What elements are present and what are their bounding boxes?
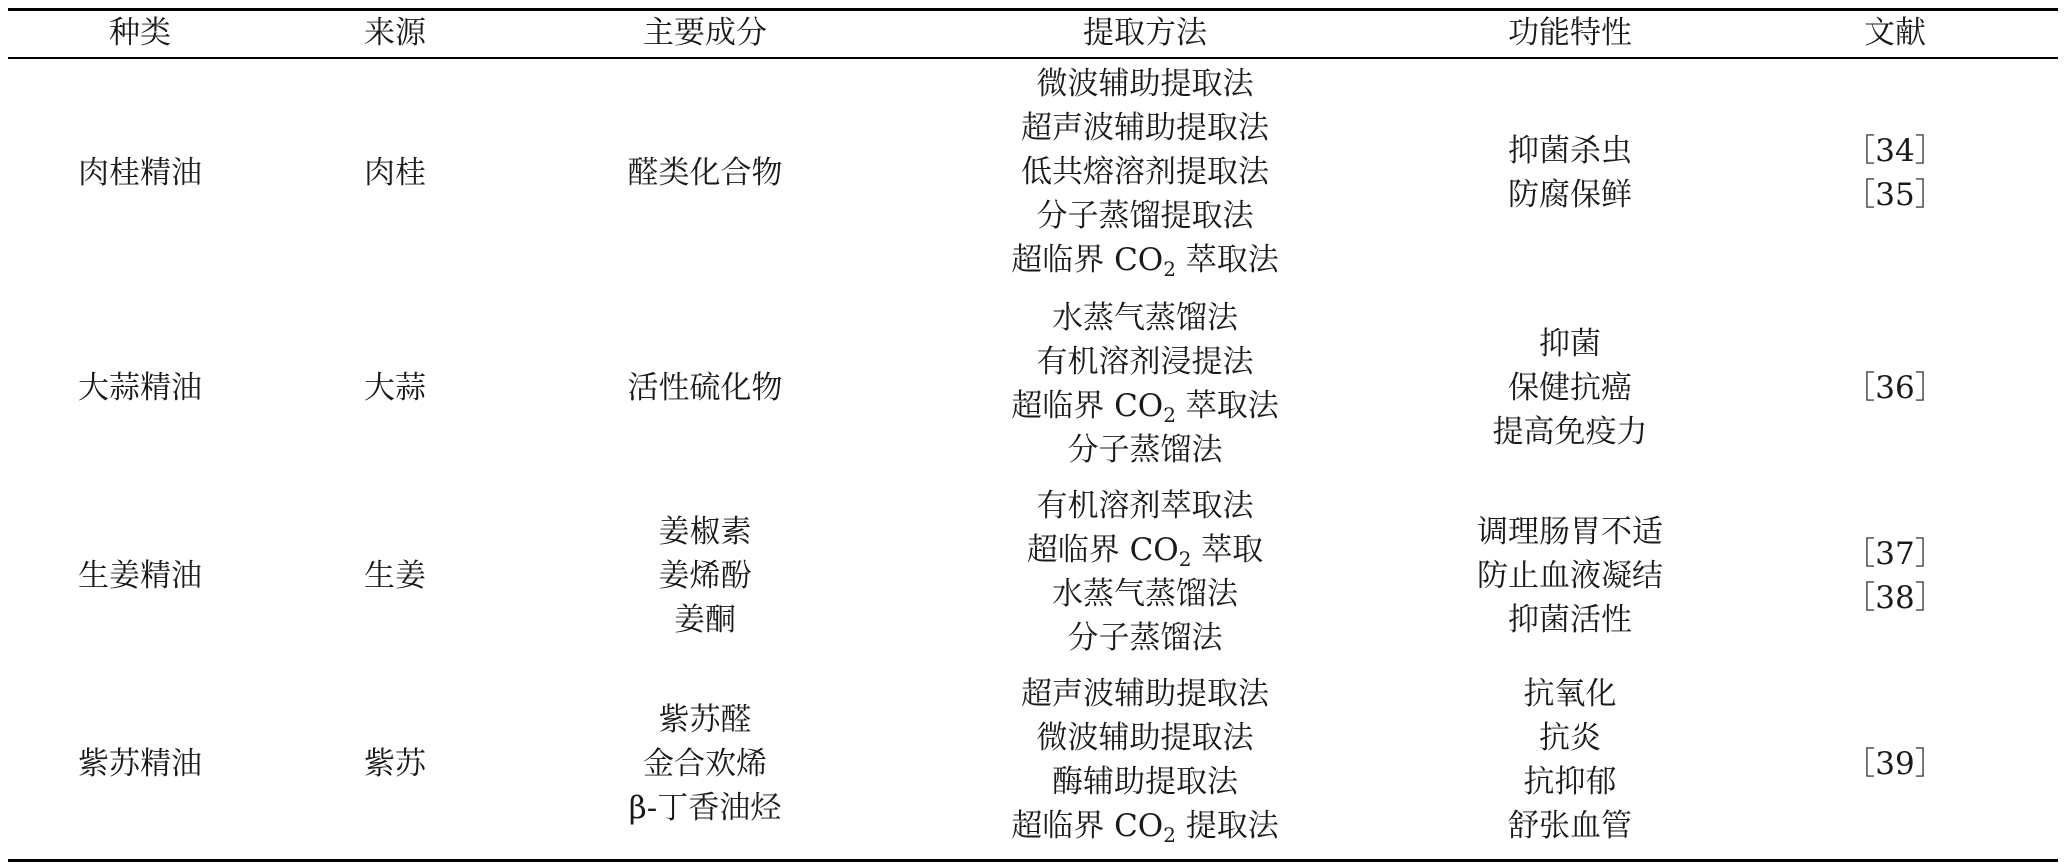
row3-source: 生姜	[364, 558, 426, 594]
row2-refs	[1790, 366, 2000, 410]
method-line: 超临界 $CO_2$ 萃取	[1026, 532, 1264, 571]
component-line: 姜椒素	[658, 514, 752, 550]
method-line: 分子蒸馏提取法	[1036, 198, 1254, 234]
function-line: 保健抗癌	[1508, 370, 1632, 406]
row3-kind: 生姜精油	[78, 558, 202, 594]
method-line: 酶辅助提取法	[1052, 764, 1238, 800]
row1-functions	[1420, 129, 1720, 217]
header-components: 主要成分	[643, 15, 767, 51]
component-line: β-丁香油烃	[628, 790, 782, 826]
row3-functions	[1420, 510, 1720, 642]
ref-line: ［39］	[1844, 746, 1946, 782]
row4-methods	[935, 672, 1355, 848]
row4-functions	[1420, 672, 1720, 848]
function-line: 防腐保鲜	[1508, 177, 1632, 213]
header-refs: 文献	[1864, 15, 1926, 51]
function-line: 抑菌	[1539, 326, 1601, 362]
ref-line: ［36］	[1844, 370, 1946, 406]
method-line: 分子蒸馏法	[1067, 620, 1223, 656]
row4-refs	[1790, 742, 2000, 786]
row1-components	[560, 151, 850, 195]
row2-source: 大蒜	[364, 370, 426, 406]
component-line: 金合欢烯	[643, 746, 767, 782]
method-line: 超临界 $CO_2$ 提取法	[1011, 808, 1279, 847]
method-line: 超临界 $CO_2$ 萃取法	[1011, 388, 1279, 427]
method-line: 有机溶剂萃取法	[1036, 488, 1254, 524]
component-line: 姜酮	[674, 602, 736, 638]
row2-methods	[935, 296, 1355, 472]
function-line: 抑菌杀虫	[1508, 133, 1632, 169]
row2-kind: 大蒜精油	[78, 370, 202, 406]
method-line: 超临界 $CO_2$ 萃取法	[1011, 242, 1279, 281]
component-line: 醛类化合物	[627, 155, 783, 191]
method-line: 水蒸气蒸馏法	[1052, 576, 1238, 612]
function-line: 防止血液凝结	[1477, 558, 1663, 594]
component-line: 活性硫化物	[627, 370, 783, 406]
function-line: 调理肠胃不适	[1477, 514, 1663, 550]
row2-functions	[1420, 322, 1720, 454]
row4-source: 紫苏	[364, 746, 426, 782]
ref-line: ［34］	[1844, 133, 1946, 169]
row4-kind: 紫苏精油	[78, 746, 202, 782]
row2-components	[560, 366, 850, 410]
ref-line: ［35］	[1844, 177, 1946, 213]
row3-components	[560, 510, 850, 642]
header-kind: 种类	[109, 15, 171, 51]
header-methods: 提取方法	[1083, 15, 1207, 51]
header-source: 来源	[364, 15, 426, 51]
method-line: 超声波辅助提取法	[1021, 676, 1269, 712]
row3-methods	[935, 484, 1355, 660]
row1-refs	[1790, 129, 2000, 217]
method-line: 水蒸气蒸馏法	[1052, 300, 1238, 336]
header-rule	[8, 57, 2058, 59]
row1-source: 肉桂	[364, 155, 426, 191]
method-line: 分子蒸馏法	[1067, 432, 1223, 468]
function-line: 舒张血管	[1508, 808, 1632, 844]
method-line: 有机溶剂浸提法	[1036, 344, 1254, 380]
row3-refs	[1790, 532, 2000, 620]
row1-kind: 肉桂精油	[78, 155, 202, 191]
function-line: 抗抑郁	[1523, 764, 1617, 800]
method-line: 低共熔溶剂提取法	[1021, 154, 1269, 190]
function-line: 抑菌活性	[1508, 602, 1632, 638]
function-line: 抗炎	[1539, 720, 1601, 756]
method-line: 微波辅助提取法	[1036, 720, 1254, 756]
ref-line: ［37］	[1844, 536, 1946, 572]
row1-methods	[935, 62, 1355, 282]
bottom-rule	[8, 859, 2058, 862]
method-line: 微波辅助提取法	[1036, 66, 1254, 102]
function-line: 抗氧化	[1523, 676, 1617, 712]
component-line: 姜烯酚	[658, 558, 752, 594]
component-line: 紫苏醛	[658, 702, 752, 738]
method-line: 超声波辅助提取法	[1021, 110, 1269, 146]
ref-line: ［38］	[1844, 580, 1946, 616]
header-functions: 功能特性	[1508, 15, 1632, 51]
row4-components	[560, 698, 850, 830]
function-line: 提高免疫力	[1492, 414, 1648, 450]
